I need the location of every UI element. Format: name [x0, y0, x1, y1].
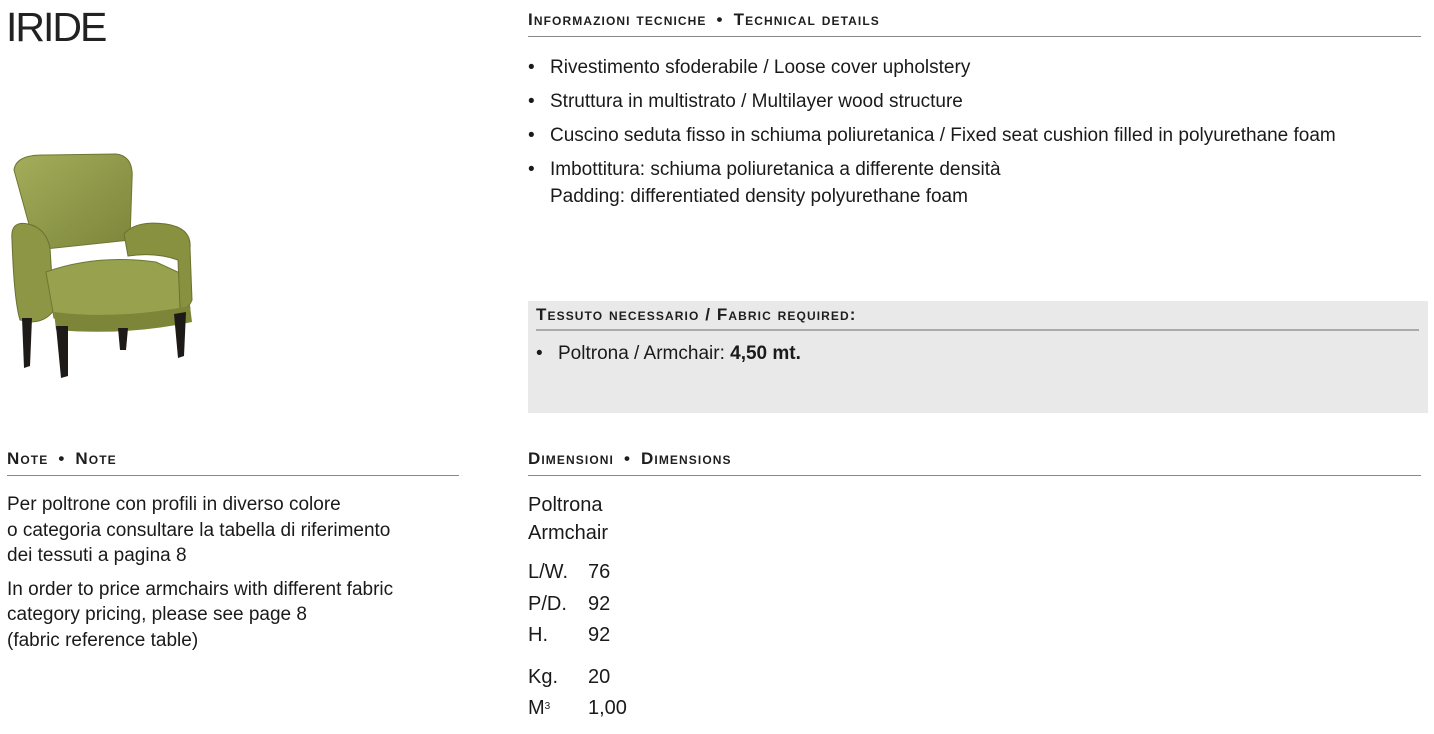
heading-it: Dimensioni	[528, 449, 614, 468]
heading-en: Note	[75, 449, 117, 468]
dimension-value: 1,00	[588, 697, 627, 719]
heading-en: Dimensions	[641, 449, 732, 468]
dimension-label: L/W.	[528, 561, 569, 583]
bullet: •	[536, 343, 543, 364]
dimension-row-width	[528, 557, 627, 589]
dimensions-heading	[528, 449, 1421, 476]
list-item	[528, 156, 1336, 210]
heading-separator: •	[716, 10, 724, 29]
fabric-required-heading: Tessuto necessario / Fabric required:	[536, 305, 1419, 331]
list-item	[528, 122, 1336, 149]
heading-it: Informazioni tecniche	[528, 10, 707, 29]
note-line: (fabric reference table)	[7, 629, 199, 651]
dimension-row-weight	[528, 662, 627, 694]
dimension-label: H.	[528, 624, 548, 646]
dimension-row-depth	[528, 589, 627, 621]
note-line: In order to price armchairs with different fabric	[7, 578, 394, 600]
heading-it: Note	[7, 449, 49, 468]
list-item-text: • Struttura in multistrato / Multilayer wood structure	[550, 91, 963, 112]
list-item-text: • Cuscino seduta fisso in schiuma poliuretanica / Fixed seat cushion filled in polyurethane foam	[550, 125, 1336, 146]
dimension-row-height	[528, 620, 627, 652]
dimension-value: 76	[588, 561, 611, 583]
product-title: IRIDE	[6, 4, 106, 50]
note-line: category pricing, please see page 8	[7, 604, 307, 625]
technical-details-heading	[528, 10, 1421, 37]
dimension-type-it: Poltrona	[528, 494, 603, 516]
list-item-text: • Rivestimento sfoderabile / Loose cover upholstery	[550, 57, 971, 78]
list-item-text-en: Padding: differentiated density polyurethane foam	[550, 186, 968, 207]
heading-separator: •	[623, 449, 632, 468]
volume-unit: M	[528, 697, 545, 719]
list-item-text: • Imbottitura: schiuma poliuretanica a differente densità	[550, 159, 1001, 180]
dimension-label	[528, 693, 588, 725]
dimension-label: P/D.	[528, 592, 567, 615]
fabric-item-value: 4,50 mt.	[730, 343, 801, 364]
list-item	[528, 88, 1336, 115]
heading-separator: •	[58, 449, 66, 468]
list-item	[528, 54, 1336, 81]
dimensions-table	[528, 491, 627, 725]
dimension-value: 92	[588, 624, 611, 646]
dimension-row-volume	[528, 693, 627, 725]
volume-exponent: 3	[544, 701, 551, 712]
note-paragraph-it	[7, 492, 457, 569]
dimension-value: 20	[588, 665, 611, 688]
heading-en: Technical details	[733, 10, 880, 29]
technical-details-list	[528, 54, 1336, 217]
dimension-value: 92	[588, 592, 611, 615]
note-line: Per poltrone con profili in diverso colore	[7, 494, 341, 515]
dimension-label: Kg.	[528, 665, 559, 688]
fabric-item-label: Poltrona / Armchair:	[558, 343, 725, 364]
fabric-required-item	[536, 341, 801, 367]
armchair-image	[6, 150, 201, 382]
note-line: o categoria consultare la tabella di riferimento	[7, 519, 391, 541]
note-paragraph-en	[7, 577, 457, 654]
note-line: dei tessuti a pagina 8	[7, 545, 187, 566]
note-text	[7, 492, 457, 661]
note-heading	[7, 449, 459, 476]
dimension-type-en: Armchair	[528, 522, 609, 544]
